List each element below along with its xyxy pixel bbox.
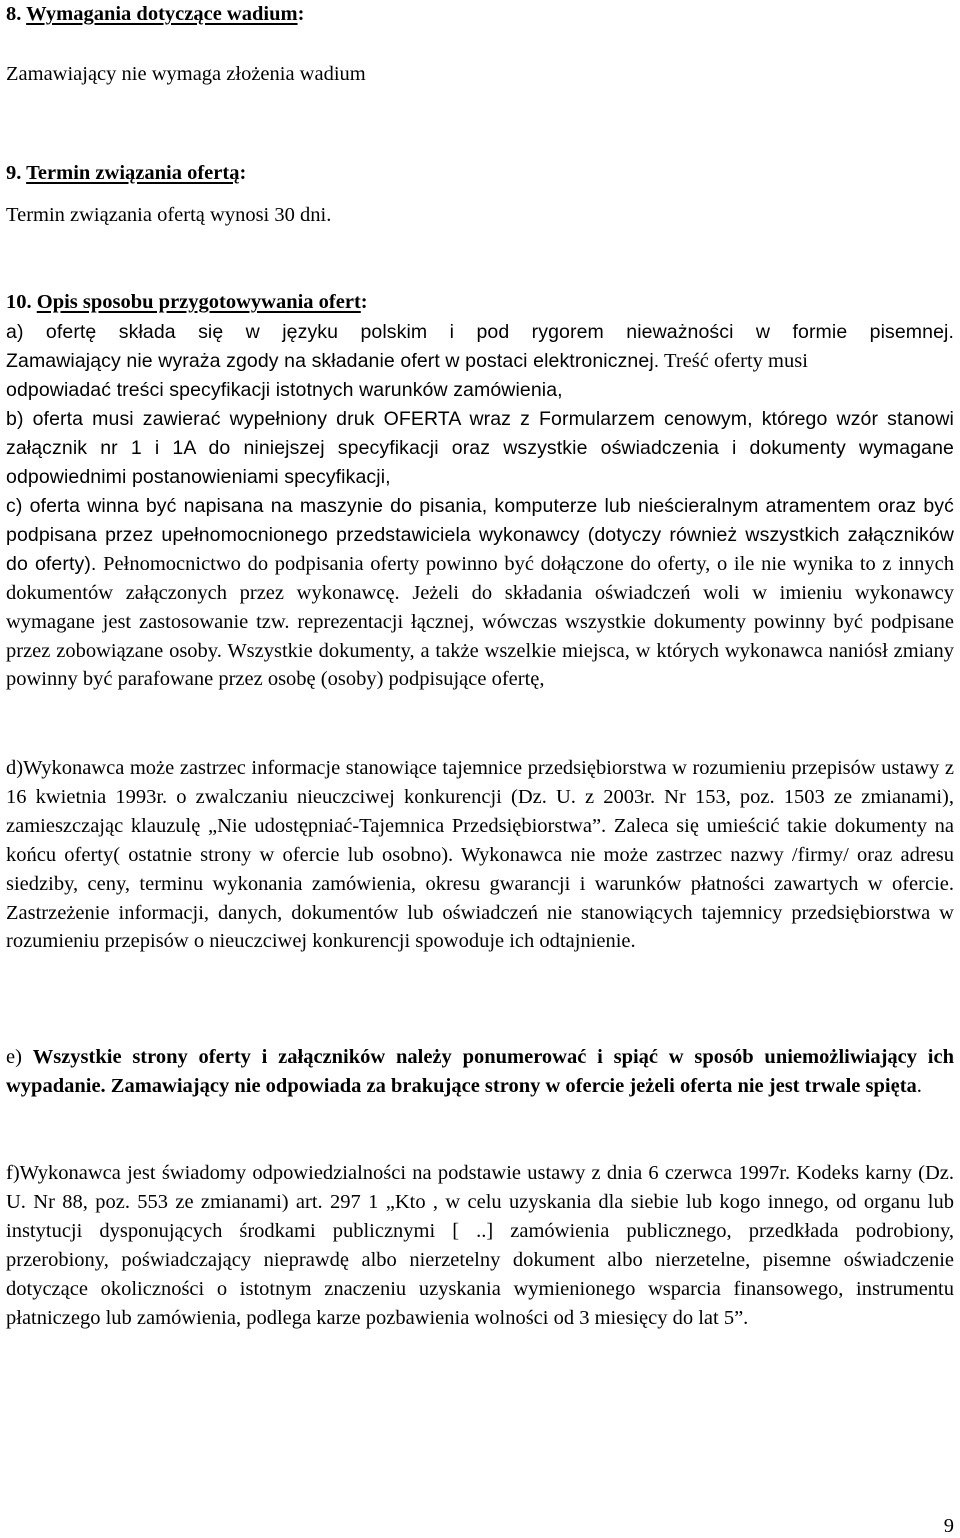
section-8-title: Wymagania dotyczące wadium xyxy=(26,3,298,25)
page-number: 9 xyxy=(943,1515,954,1537)
item-e-suffix: . xyxy=(916,1074,922,1097)
item-d: d)Wykonawca może zastrzec informacje stanowiące tajemnice przedsiębiorstwa w rozumieniu przepisów ustawy z 16 kwietnia 1993r. o zwalczaniu nieuczciwej konkurencji (Dz. U. z 2003r. Nr 153, poz. 1503 ze zmianami), zamieszczając klauzulę „Nie udostępniać-Tajemnica Przedsiębiorstwa”. Zaleca się umieścić takie dokumenty na końcu oferty( ostatnie strony w ofercie lub osobno). Wykonawca nie może zastrzec nazwy /firmy/ oraz adresu siedziby, ceny, terminu wykonania zamówienia, okresu gwarancji i warunków płatności zawartych w ofercie. Zastrzeżenie informacji, danych, dokumentów lub oświadczeń nie stanowiących tajemnicy przedsiębiorstwa w rozumieniu przepisów o nieuczciwej konkurencji spowoduje ich odtajnienie. xyxy=(6,757,954,953)
item-c xyxy=(6,492,954,694)
item-a-line-2-sans: Zamawiający nie wyraża zgody na składanie ofert w postaci elektronicznej. xyxy=(6,350,660,372)
item-e-prefix: e) xyxy=(6,1046,33,1068)
section-10-number: 10. xyxy=(6,291,32,313)
item-a-line-3: odpowiadać treści specyfikacji istotnych warunków zamówienia, xyxy=(6,379,563,401)
item-e-bold: Wszystkie strony oferty i załączników należy ponumerować i spiąć w sposób uniemożliwiający ich wypadanie. Zamawiający nie odpowiada za brakujące strony w ofercie jeżeli oferta nie jest trwale spięta xyxy=(6,1046,954,1097)
section-10-colon: : xyxy=(360,291,368,313)
section-9-body: Termin związania ofertą wynosi 30 dni. xyxy=(6,204,332,226)
section-8-heading xyxy=(6,0,304,29)
section-9-number: 9. xyxy=(6,162,22,184)
section-8-colon: : xyxy=(297,3,305,25)
item-b: b) oferta musi zawierać wypełniony druk OFERTA wraz z Formularzem cenowym, którego wzór stanowi załącznik nr 1 i 1A do niniejszej specyfikacji oraz wszystkie oświadczenia i dokumenty wymagane odpowiednimi postanowieniami specyfikacji, xyxy=(6,408,954,488)
item-a-line-2 xyxy=(6,347,808,376)
section-10-title: Opis sposobu przygotowywania ofert xyxy=(36,291,361,313)
section-10-heading xyxy=(6,288,368,317)
item-c-serif: Pełnomocnictwo do podpisania oferty powinno być dołączone do oferty, o ile nie wynika to z innych dokumentów załączonych przez wykonawcę. Jeżeli do składania oświadczeń woli w imieniu wykonawcy wymagane jest zastosowanie tzw. reprezentacji łącznej, wówczas wszystkie dokumenty powinny być podpisane przez zobowiązane osoby. Wszystkie dokumenty, a także wszelkie miejsca, w których wykonawca naniósł zmiany powinny być parafowane przez osobę (osoby) podpisujące ofertę, xyxy=(6,552,955,691)
section-9-heading xyxy=(6,159,246,188)
item-c-sans: c) oferta winna być napisana na maszynie do pisania, komputerze lub nieścieralnym atramentem oraz być podpisana przez upełnomocnionego przedstawiciela wykonawcy (dotyczy również wszystkich załączników do oferty). xyxy=(6,495,954,575)
item-f: f)Wykonawca jest świadomy odpowiedzialności na podstawie ustawy z dnia 6 czerwca 1997r. Kodeks karny (Dz. U. Nr 88, poz. 553 ze zmianami) art. 297 1 „Kto , w celu uzyskania dla siebie lub kogo innego, od organu lub instytucji dysponujących środkami publicznymi [ ..] zamówienia publicznego, przedkłada podrobiony, przerobiony, poświadczający nieprawdę albo nierzetelny dokument albo nierzetelne, pisemne oświadczenie dotyczące okoliczności o istotnym znaczeniu uzyskania wymienionego wsparcia finansowego, instrumentu płatniczego lub zamówienia, podlega karze pozbawienia wolności od 3 miesięcy do lat 5”. xyxy=(6,1162,954,1329)
item-a-line-2-serif: Treść oferty musi xyxy=(659,350,808,372)
section-8-number: 8. xyxy=(6,3,22,25)
section-9-colon: : xyxy=(239,162,247,184)
section-8-body: Zamawiający nie wymaga złożenia wadium xyxy=(6,63,366,85)
item-e xyxy=(6,1043,954,1101)
item-a-line-1: a) ofertę składa się w języku polskim i pod rygorem nieważności w formie pisemnej. xyxy=(6,321,954,343)
section-9-title: Termin związania ofertą xyxy=(26,162,240,184)
